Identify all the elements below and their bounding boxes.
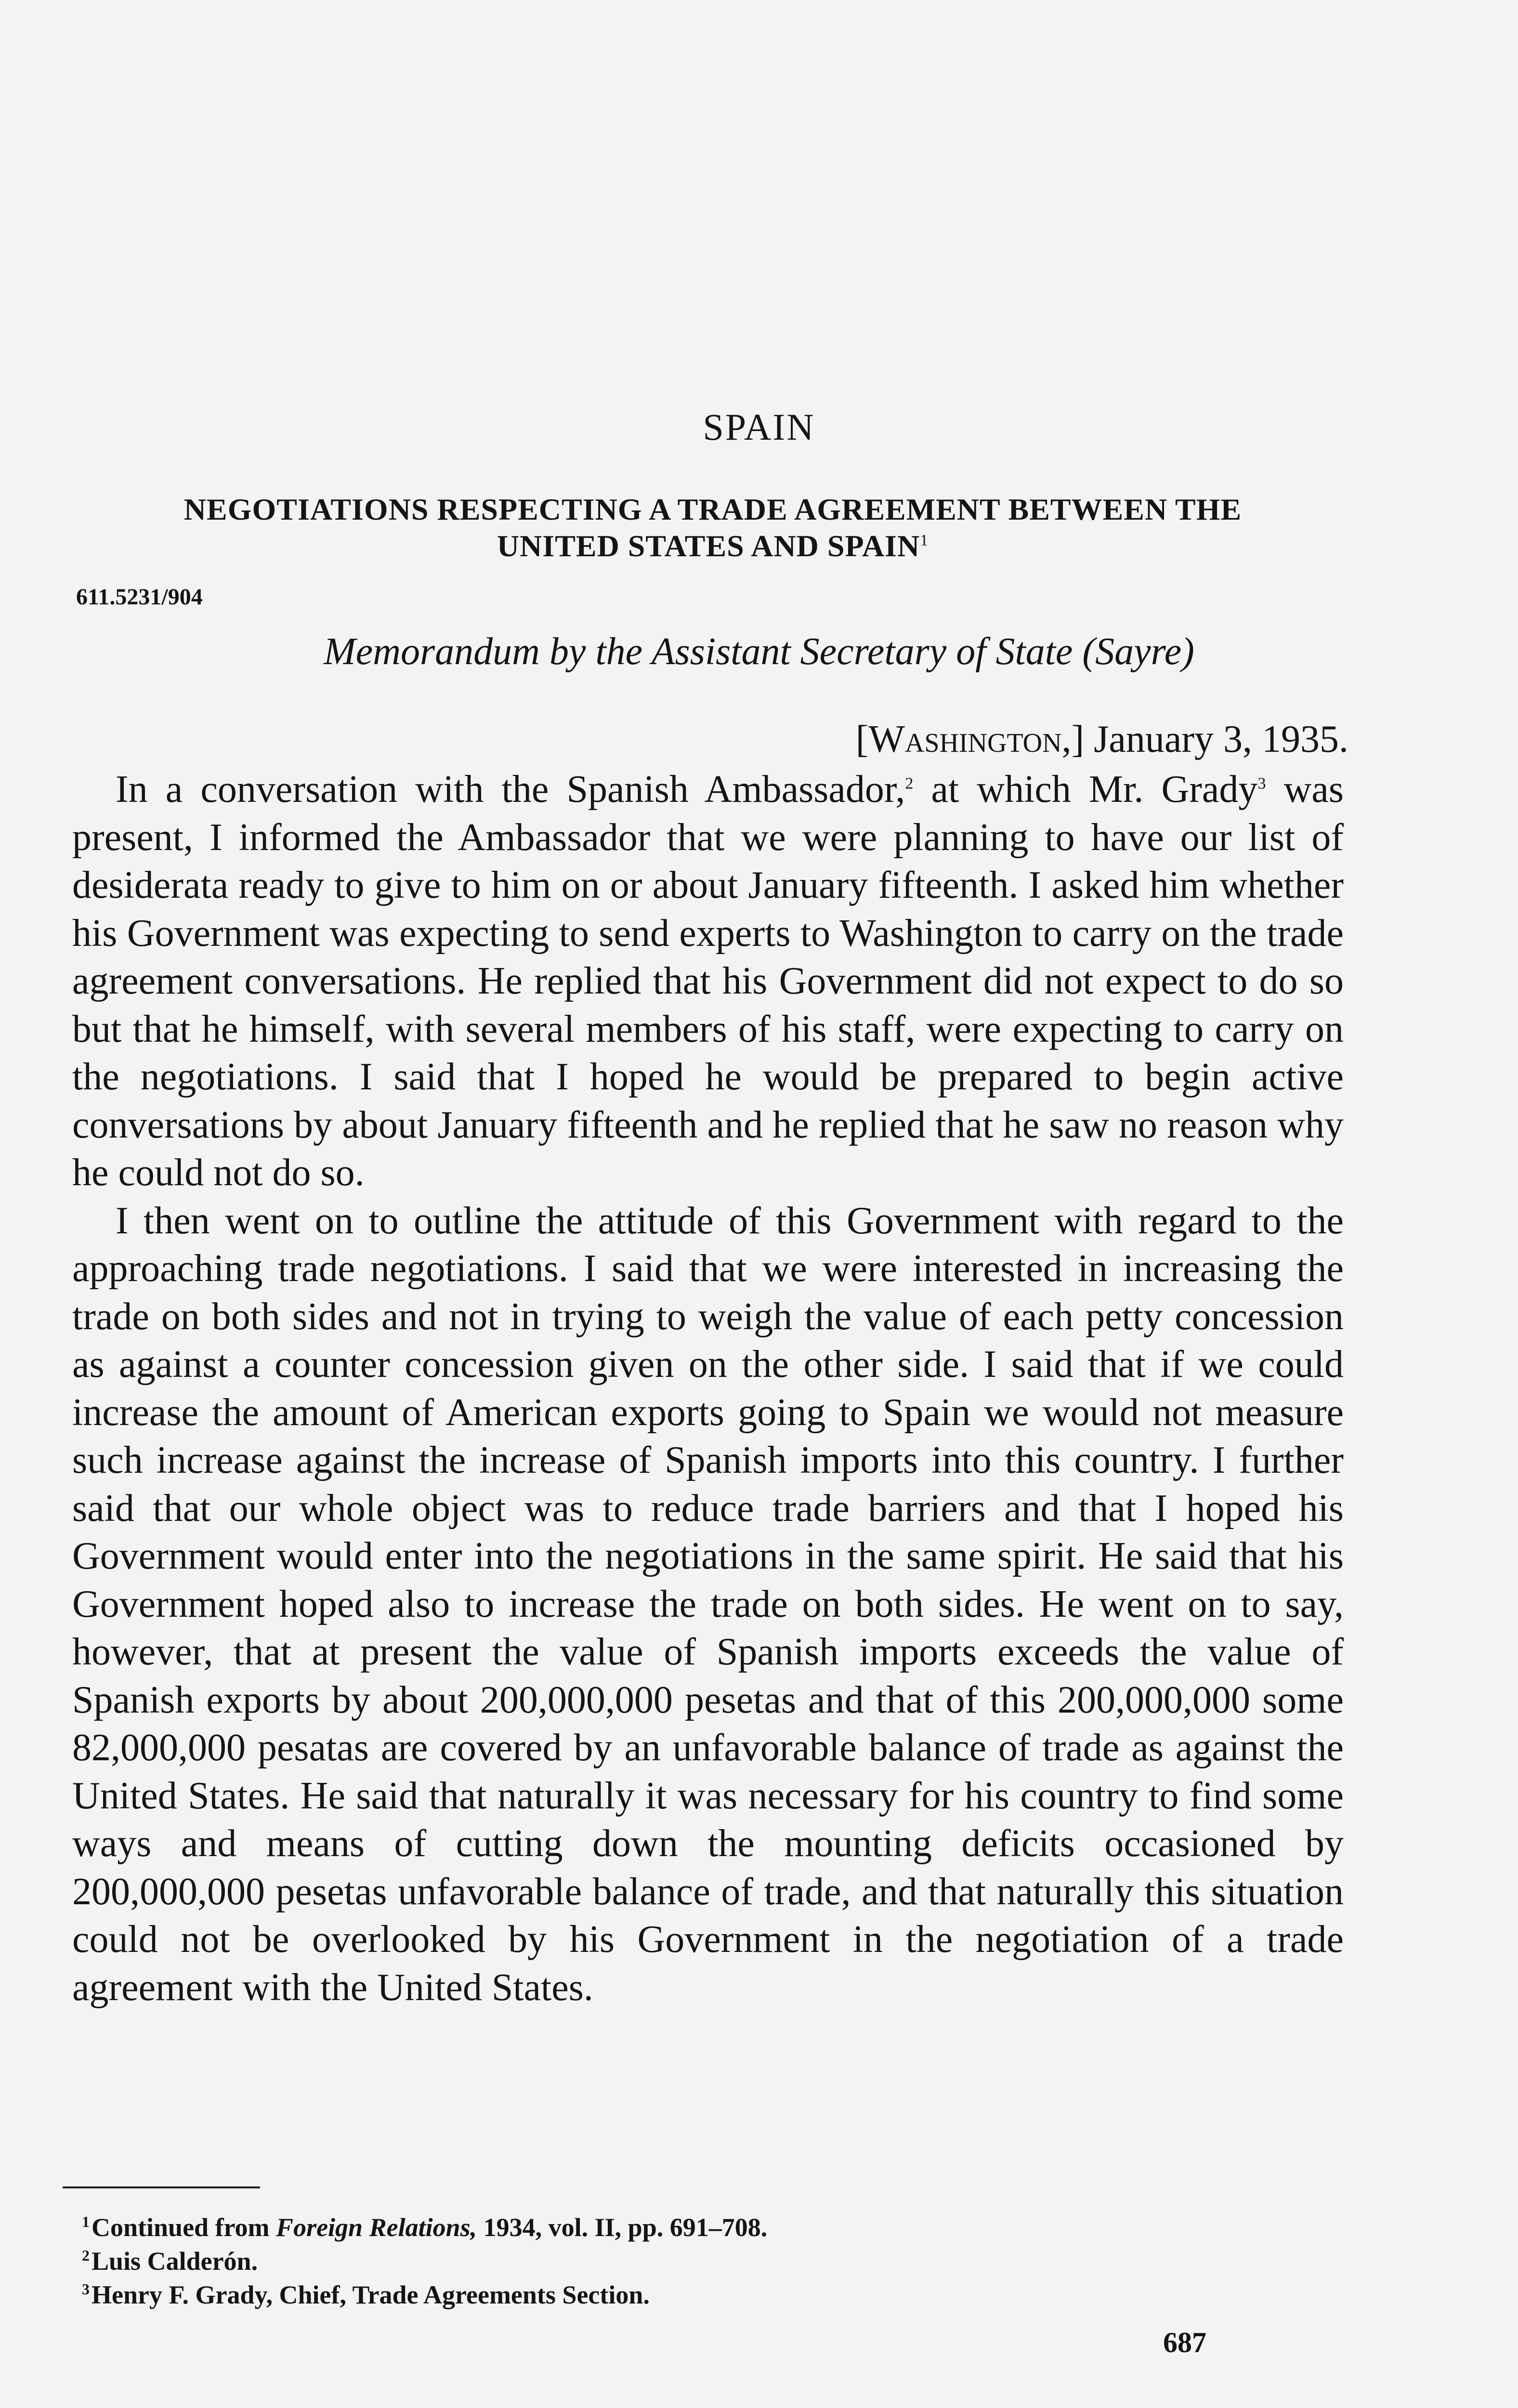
footnote-1 (82, 2211, 1334, 2244)
footnote-1-post: 1934, vol. II, pp. 691–708. (477, 2213, 768, 2242)
footnote-1-pre: Continued from (92, 2213, 276, 2242)
memo-body (72, 766, 1344, 2012)
heading-line-2 (77, 528, 1348, 564)
dateline-place: [Washington,] (855, 718, 1085, 760)
paragraph-1-part-a: In a conversation with the Spanish Ambassador, (116, 768, 905, 811)
heading-line-2-text: UNITED STATES AND SPAIN (497, 529, 920, 563)
paragraph-1-part-c: was present, I informed the Ambassador that we were planning to have our list of desiderata ready to give to him on or about January fifteenth. I asked him whether his Government was expecting to send experts to Washington to carry on the trade agreement conversations. He replied that his Government did not expect to do so but that he himself, with several members of his staff, were expecting to carry on the negotiations. I said that I hoped he would be prepared to begin active conversations by about January fifteenth and he replied that he saw no reason why he could not do so. (72, 768, 1344, 1194)
heading-line-1: NEGOTIATIONS RESPECTING A TRADE AGREEMENT BETWEEN THE (183, 492, 1242, 526)
heading-footnote-ref: 1 (920, 531, 929, 550)
paragraph-2: I then went on to outline the attitude of this Government with regard to the approaching trade negotiations. I said that we were interested in increasing the trade on both sides and not in trying to weigh the value of each petty concession as against a counter concession given on the other side. I said that if we could increase the amount of American exports going to Spain we would not measure such increase against the increase of Spanish imports into this country. I further said that our whole object was to reduce trade barriers and that I hoped his Government would enter into the negotiations in the same spirit. He said that his Government hoped also to increase the trade on both sides. He went on to say, however, that at present the value of Spanish imports exceeds the value of Spanish exports by about 200,000,000 pesetas and that of this 200,000,000 some 82,000,000 pesatas are covered by an unfavorable balance of trade as against the United States. He said that naturally it was necessary for his country to find some ways and means of cutting down the mounting deficits occasioned by 200,000,000 pesetas unfavorable balance of trade, and that naturally this situation could not be overlooked by his Government in the negotiation of a trade agreement with the United States. (72, 1199, 1344, 2009)
dateline (856, 718, 1348, 761)
document-heading (77, 491, 1348, 564)
dateline-date: January 3, 1935. (1094, 718, 1348, 760)
section-title: SPAIN (703, 406, 815, 448)
footnotes (82, 2211, 1334, 2312)
footnote-2 (82, 2244, 1334, 2278)
file-number: 611.5231/904 (76, 584, 203, 610)
footnote-2-text: Luis Calderón. (92, 2247, 258, 2276)
paragraph-1 (72, 766, 1344, 1197)
footnote-2-number: 2 (82, 2247, 90, 2264)
footnote-ref-2: 2 (905, 774, 914, 793)
footnote-3 (82, 2278, 1334, 2312)
footnote-3-number: 3 (82, 2280, 90, 2298)
paragraph-1-part-b: at which Mr. Grady (913, 768, 1258, 811)
footnote-ref-3: 3 (1257, 774, 1266, 793)
page-number: 687 (1163, 2327, 1206, 2358)
footnote-1-number: 1 (82, 2213, 90, 2230)
memo-title: Memorandum by the Assistant Secretary of State (Sayre) (324, 630, 1194, 673)
footnote-3-text: Henry F. Grady, Chief, Trade Agreements Section. (92, 2280, 650, 2309)
footnote-divider (63, 2186, 260, 2188)
footnote-1-italic: Foreign Relations, (276, 2213, 477, 2242)
